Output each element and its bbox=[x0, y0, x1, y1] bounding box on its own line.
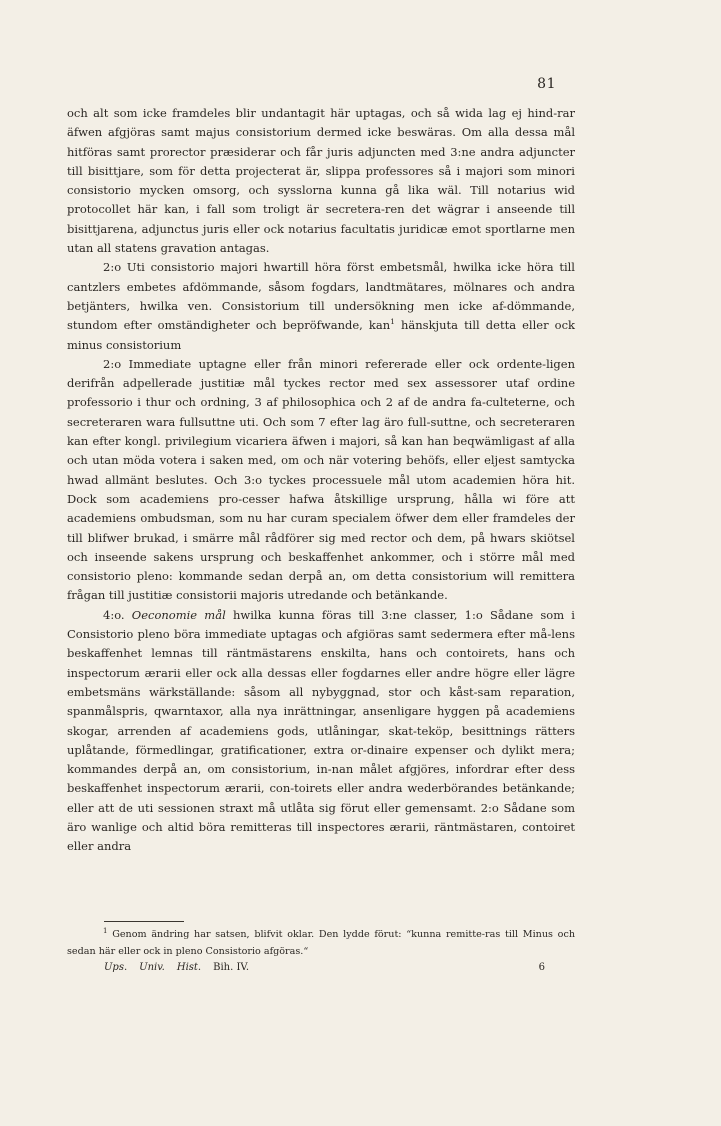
paragraph-text: hwilka kunna föras till 3:ne classer, 1:o Sådane som i Consistorio pleno böra immediate uptagas och afgiöras samt sedermera efter må-lens beskaffenhet lemnas till räntmästarens enskilta, hans och contoirets, hans och inspectorum ærarii eller ock alla dessas eller fogdarnes eller andre högre eller lägre embetsmäns wärkställande: såsom all nybyggnad, stor och kåst-sam reparation, spanmålspris, qwarntaxor, alla nya inrättningar, ansenligare hyggen på academiens skogar, arrenden af academiens gods, utlåningar, skat-teköp, besittnings rätters uplåtande, förmedlingar, gratificationer, extra or-dinaire expenser och dylikt mera; kommandes derpå an, om consistorium, in-nan målet afgjöres, infordrar efter dess beskaffenhet inspectorum ærarii, con-toirets eller andra wederbörandes betänkande; eller att de uti sessionen straxt må utlåta sig förut eller gemensamt. 2:o Sådane som äro wanlige och altid böra remitteras till inspectores ærarii, räntmästaren, contoiret eller andra bbox=[67, 607, 575, 854]
sheet-signature bbox=[104, 962, 545, 973]
footnote bbox=[67, 926, 575, 960]
page-number: 81 bbox=[537, 76, 556, 92]
paragraph bbox=[67, 258, 575, 354]
footnote-paragraph bbox=[67, 926, 575, 960]
emphasis-text: Oeconomie mål bbox=[131, 607, 226, 622]
footnote-marker: 1 bbox=[103, 926, 108, 935]
footnote-text: Genom ändring har satsen, blifvit oklar. Den lydde förut: “kunna remitte-ras till Minus och sedan här eller ock in pleno Consistorio afgöras.“ bbox=[67, 929, 575, 957]
paragraph-text: 2:o Uti consistorio majori hwartill höra först embetsmål, hwilka icke höra till cantzlers embetes afdömmande, såsom fogdars, landtmätares, mölnares och andra betjänters, hwilka ven. Consistorium till undersökning men icke af-dömmande, stundom efter omständigheter och bepröfwande, kan bbox=[67, 260, 575, 333]
paragraph bbox=[67, 606, 575, 857]
signature-part: Univ. bbox=[139, 962, 165, 973]
footnote-reference: 1 bbox=[390, 317, 395, 327]
paragraph-text: hänskjuta till detta eller ock minus consistorium bbox=[67, 318, 575, 352]
paragraph-text: 4:o. bbox=[103, 607, 132, 622]
body-text bbox=[67, 104, 575, 857]
paragraph bbox=[67, 355, 575, 606]
signature-bih: Bih. IV. bbox=[213, 962, 250, 973]
signature-title bbox=[104, 962, 261, 973]
sheet-number: 6 bbox=[538, 962, 545, 973]
signature-part: Ups. bbox=[104, 962, 128, 973]
paragraph bbox=[67, 104, 575, 258]
footnote-divider bbox=[104, 921, 184, 922]
signature-part: Hist. bbox=[176, 962, 202, 973]
paragraph-text: 2:o Immediate uptagne eller från minori refererade eller ock ordente-ligen derifrån adpellerade justitiæ mål tyckes rector med sex assessorer utaf ordine professorio i thur och ordning, 3 af philosophica och 2 af de andra fa-culteterne, och secreteraren wara fullsuttne uti. Och som 7 efter lag äro full-suttne, och secreteraren kan efter kongl. privilegium vicariera äfwen i majori, så kan han beqwämligast af alla och utan möda votera i saken med, om och när votering behöfs, eller eljest samtycka hwad allmänt beslutes. Och 3:o tyckes processuele mål utom academien höra hit. Dock som academiens pro-cesser hafwa åtskillige ursprung, hålla wi före att academiens ombudsman, som nu har curam specialem öfwer dem eller framdeles der till blifwer brukad, i smärre mål rådförer sig med rector och dem, på hwars skiötsel och inseende sakens ursprung och beskaffenhet ankommer, och i större mål med consistorio pleno: kommande sedan derpå an, om detta consistorium will remittera frågan till justitiæ consistorii majoris utredande och betänkande. bbox=[67, 356, 575, 603]
paragraph-text: och alt som icke framdeles blir undantagit här uptagas, och så wida lag ej hind-rar äfwen afgjöras samt majus consistorium dermed icke beswäras. Om alla dessa mål hitföras samt prorector præsiderar och får juris adjuncten med 3:ne andra adjuncter till bisittjare, som för detta projecterat är, slippa professores så i majori som minori consistorio mycken omsorg, och sysslorna kunna gå lika wäl. Till notarius wid protocollet här kan, i fall som troligt är secretera-ren det wägrar i anseende till bisittjarena, adjunctus juris eller ock notarius facultatis juridicæ emot sportlarne men utan all statens gravation antagas. bbox=[67, 106, 575, 256]
